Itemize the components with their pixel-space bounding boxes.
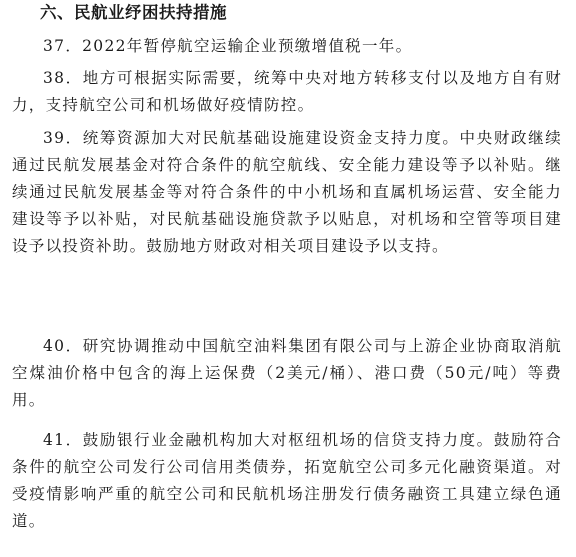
- section-heading: 六、民航业纾困扶持措施: [40, 3, 227, 22]
- paragraph-39: 39．统筹资源加大对民航基础设施建设资金支持力度。中央财政继续通过民航发展基金对符合条件的航空航线、安全能力建设等予以补贴。继续通过民航发展基金等对符合条件的中小机场和直属机场运营、安全能力建设等予以补贴，对民航基础设施贷款予以贴息，对机场和空管等项目建设予以投资补助。鼓励地方财政对相关项目建设予以支持。: [12, 129, 562, 255]
- paragraph-40: 40．研究协调推动中国航空油料集团有限公司与上游企业协商取消航空煤油价格中包含的海上运保费（2美元/桶）、港口费（50元/吨）等费用。: [12, 337, 562, 409]
- paragraph-38: 38．地方可根据实际需要，统筹中央对地方转移支付以及地方自有财力，支持航空公司和机场做好疫情防控。: [12, 69, 562, 114]
- paragraph-41: 41．鼓励银行业金融机构加大对枢纽机场的信贷支持力度。鼓励符合条件的航空公司发行公司信用类债券，拓宽航空公司多元化融资渠道。对受疫情影响严重的航空公司和民航机场注册发行债务融资工具建立绿色通道。: [12, 431, 562, 530]
- paragraph-37: 37．2022年暂停航空运输企业预缴增值税一年。: [43, 37, 413, 55]
